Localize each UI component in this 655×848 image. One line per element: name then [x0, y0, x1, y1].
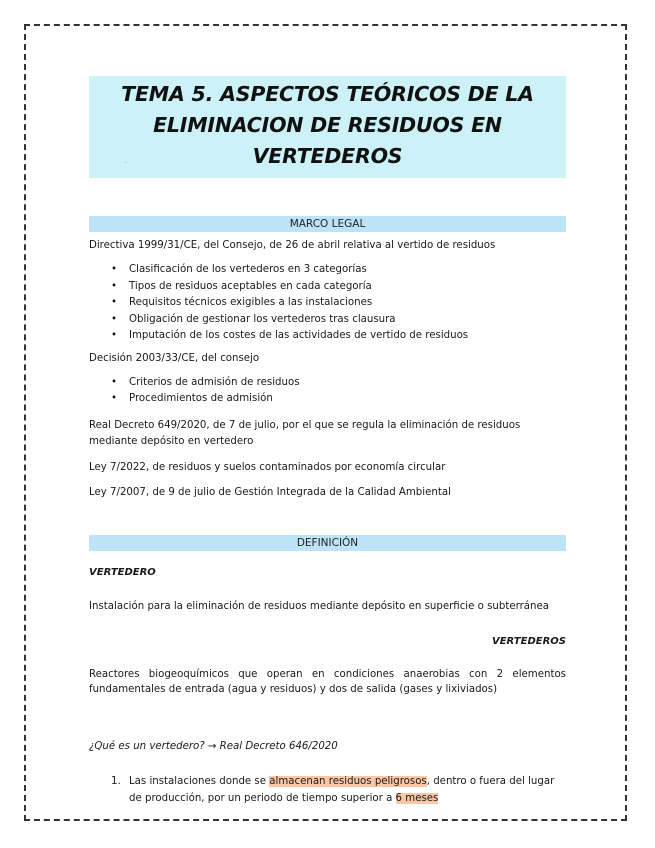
vertedero-definition: Instalación para la eliminación de residuos mediante depósito en superficie o subterránea	[89, 600, 550, 612]
section-heading-marco-legal: MARCO LEGAL	[89, 216, 566, 232]
list-item: • Imputación de los costes de las actividades de vertido de residuos	[89, 328, 566, 345]
directiva-text: Directiva 1999/31/CE, del Consejo, de 26 de abril relativa al vertido de residuos	[89, 240, 496, 251]
list-item: • Procedimientos de admisión	[89, 391, 566, 408]
stray-mark: ·	[125, 160, 127, 167]
vertederos-label: VERTEDEROS	[491, 635, 566, 647]
decision-list	[89, 375, 566, 408]
list-number: 1.	[111, 775, 121, 787]
list-item: • Obligación de gestionar los vertederos tras clausura	[89, 312, 566, 329]
decision-text: Decisión 2003/33/CE, del consejo	[89, 352, 260, 364]
list-item: • Tipos de residuos aceptables en cada categoría	[89, 279, 566, 296]
list-item: • Requisitos técnicos exigibles a las instalaciones	[89, 295, 566, 312]
vertedero-label: VERTEDERO	[89, 566, 156, 578]
item-text-part-2: , dentro o fuera del lugar de producción, por un periodo de tiempo superior a	[129, 775, 555, 804]
list-item: • Criterios de admisión de residuos	[89, 375, 566, 392]
highlight-6-meses: 6 meses	[395, 792, 439, 804]
list-item: • Clasificación de los vertederos en 3 categorías	[89, 262, 566, 279]
document-body	[89, 76, 566, 807]
vertederos-definition: Reactores biogeoquímicos que operan en condiciones anaerobias con 2 elementos fundamentales de entrada (agua y residuos) y dos de salida (gases y lixiviados)	[89, 668, 566, 695]
ley-2022-text: Ley 7/2022, de residuos y suelos contaminados por economía circular	[89, 461, 446, 473]
page-title-line-2: ELIMINACION DE RESIDUOS EN VERTEDEROS	[153, 113, 502, 168]
item-text-part-1: Las instalaciones donde se	[129, 775, 270, 787]
directiva-list	[89, 262, 566, 345]
question-text: ¿Qué es un vertedero? → Real Decreto 646/2020	[89, 740, 338, 752]
page-title	[89, 76, 566, 178]
numbered-list	[89, 773, 566, 807]
section-heading-definicion: DEFINICIÓN	[89, 535, 566, 551]
list-item	[89, 773, 566, 807]
ley-2007-text: Ley 7/2007, de 9 de julio de Gestión Integrada de la Calidad Ambiental	[89, 486, 451, 498]
highlight-residuos-peligrosos: almacenan residuos peligrosos	[269, 775, 427, 787]
page-title-line-1: TEMA 5. ASPECTOS TEÓRICOS DE LA	[121, 82, 534, 106]
real-decreto-text: Real Decreto 649/2020, de 7 de julio, por el que se regula la eliminación de residuos mediante depósito en vertedero	[89, 419, 521, 447]
